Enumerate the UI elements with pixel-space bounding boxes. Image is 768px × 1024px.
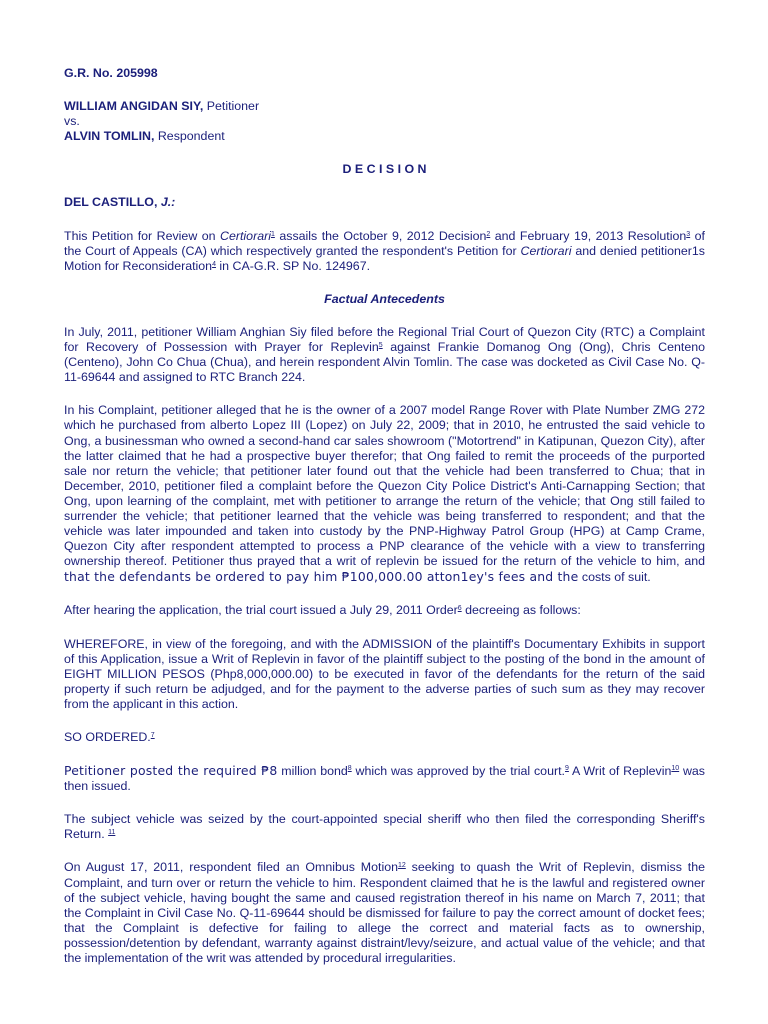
case-number: G.R. No. 205998 xyxy=(64,66,158,80)
decision-title: D E C I S I O N xyxy=(342,162,427,177)
intro-paragraph xyxy=(64,229,705,274)
footnote-link-3[interactable]: 3 xyxy=(686,230,691,238)
footnote-link-2[interactable]: 2 xyxy=(486,230,491,238)
order-text-1: After hearing the application, the trial court issued a July 29, 2011 Order xyxy=(64,603,458,618)
footnote-link-4[interactable]: 4 xyxy=(212,260,216,268)
footnote-link-1[interactable]: 1 xyxy=(270,230,275,238)
petitioner-line xyxy=(64,99,705,114)
ponente-name: DEL CASTILLO, xyxy=(64,195,158,210)
seized-text: The subject vehicle was seized by the court-appointed special sheriff who then filed the corresponding Sheriff's Return. xyxy=(64,812,705,842)
footnote-link-9[interactable]: 9 xyxy=(564,765,569,773)
so-ordered-text: SO ORDERED. xyxy=(64,730,151,744)
bond-text-4: A Writ of Replevin xyxy=(568,764,672,779)
intro-text-4: of the Court of Appeals (CA) which respectively granted the respondent's Petition for xyxy=(64,228,705,258)
ponente-suffix: J.: xyxy=(157,195,176,210)
omnibus-text-2: seeking to quash the Writ of Replevin, dismiss the Complaint, and turn over or return the vehicle to him. Respondent claimed that he is the lawful and registered owner of the subject vehicle, having bought the same and caused registration thereof in his name on March 7, 2011; that the Complaint in Civil Case No. Q-11-69644 should be dismissed for failure to pay the correct amount of docket fees; that the Complaint is defective for failing to allege the correct and material facts as to ownership, possession/detention by defendant, warranty against distraint/levy/seizure, and actual value of the vehicle; and that the implementation of the writ was attended by procedural irregularities. xyxy=(64,860,705,966)
filing-text-1: In July, 2011, petitioner William Anghian Siy filed before the Regional Trial Court of Quezon City (RTC) a Complaint for Recovery of Possession with Prayer for Replevin xyxy=(64,324,705,355)
intro-text-6: in CA-G.R. SP No. 124967. xyxy=(215,258,371,273)
omnibus-text-1: On August 17, 2011, respondent filed an Omnibus Motion xyxy=(64,860,398,875)
intro-text-5: and denied petitioner1s Motion for Reconsideration xyxy=(64,243,705,273)
bond-text-2: million bond xyxy=(277,764,348,779)
complaint-text-1: In his Complaint, petitioner alleged that he is the owner of a 2007 model Range Rover with Plate Number ZMG 272 which he purchased from alberto Lopez III (Lopez) on July 22, 2009; that in 2010, he entrusted the said vehicle to Ong, a businessman who owned a second-hand car sales showroom ("Motortrend" in Katipunan, Quezon City), after the latter claimed that he had a prospective buyer therefor; that Ong failed to remit the proceeds of the purported sale nor return the vehicle; that petitioner later found out that the vehicle had been transferred to Chua; that in December, 2010, petitioner filed a complaint before the Quezon City Police District's Anti-Carnapping Section; that Ong, upon learning of the complaint, met with petitioner to arrange the return of the vehicle; that Ong still failed to surrender the vehicle; that petitioner learned that the vehicle was being transferred to respondent; and that the vehicle was later impounded and taken into custody by the PNP-Highway Patrol Group (HPG) at Camp Crame, Quezon City after respondent attempted to process a PNP clearance of the vehicle with a view to transferring ownership thereof. Petitioner thus prayed that a writ of replevin be issued for the return of the vehicle to him, and xyxy=(64,403,705,569)
bond-text-5: was then issued. xyxy=(64,764,705,794)
respondent-role: Respondent xyxy=(154,129,225,144)
decision-document xyxy=(64,66,705,966)
footnote-link-8[interactable]: 8 xyxy=(347,765,352,773)
order-text-2: decreeing as follows: xyxy=(461,603,581,618)
complaint-text-3: costs of suit. xyxy=(578,570,651,585)
intro-text-1: This Petition for Review on xyxy=(64,228,221,243)
paragraph-omnibus xyxy=(64,860,705,966)
paragraph-seized xyxy=(64,812,705,842)
footnote-link-11[interactable]: 11 xyxy=(108,829,116,837)
intro-certiorari: Certiorari xyxy=(220,228,271,243)
intro-certiorari-2: Certiorari xyxy=(520,243,572,258)
filing-text-2: against Frankie Domanog Ong (Ong), Chris Centeno (Centeno), John Co Chua (Chua), and herein respondent Alvin Tomlin. The case was docketed as Civil Case No. Q-11-69644 and assigned to RTC Branch 224. xyxy=(64,340,705,385)
footnote-link-10[interactable]: 10 xyxy=(671,765,680,773)
paragraph-order xyxy=(64,603,705,618)
petitioner-name: WILLIAM ANGIDAN SIY, xyxy=(64,99,204,114)
paragraph-so-ordered xyxy=(64,730,705,745)
intro-text-3: and February 19, 2013 Resolution xyxy=(490,228,687,243)
complaint-text-scanned: that the defendants be ordered to pay him ₱100,000.00 atton1ey's fees and the xyxy=(64,569,579,585)
footnote-link-7[interactable]: 7 xyxy=(150,732,155,739)
footnote-link-12[interactable]: 12 xyxy=(398,862,406,870)
respondent-line xyxy=(64,129,705,144)
intro-text-2: assails the October 9, 2012 Decision xyxy=(274,228,487,243)
respondent-name: ALVIN TOMLIN, xyxy=(64,129,155,144)
section-title: Factual Antecedents xyxy=(324,291,445,306)
versus: vs. xyxy=(64,114,80,129)
paragraph-wherefore: WHEREFORE, in view of the foregoing, and with the ADMISSION of the plaintiff's Documentary Exhibits in support of this Application, issue a Writ of Replevin in favor of the plaintiff subject to the posting of the bond in the amount of EIGHT MILLION PESOS (Php8,000,000.00) to be executed in favor of the defendants for the return of the said property if such return be adjudged, and for the payment to the adverse parties of such sum as they may recover from the applicant in this action. xyxy=(64,636,705,711)
footnote-link-6[interactable]: 6 xyxy=(457,605,462,613)
bond-text-3: which was approved by the trial court. xyxy=(351,764,565,779)
paragraph-filing xyxy=(64,325,705,385)
petitioner-role: Petitioner xyxy=(203,99,260,114)
ponente-line xyxy=(64,195,705,210)
paragraph-complaint xyxy=(64,403,705,585)
footnote-link-5[interactable]: 5 xyxy=(378,342,383,350)
paragraph-bond xyxy=(64,763,705,794)
bond-text-scanned: Petitioner posted the required ₱8 xyxy=(64,763,278,779)
